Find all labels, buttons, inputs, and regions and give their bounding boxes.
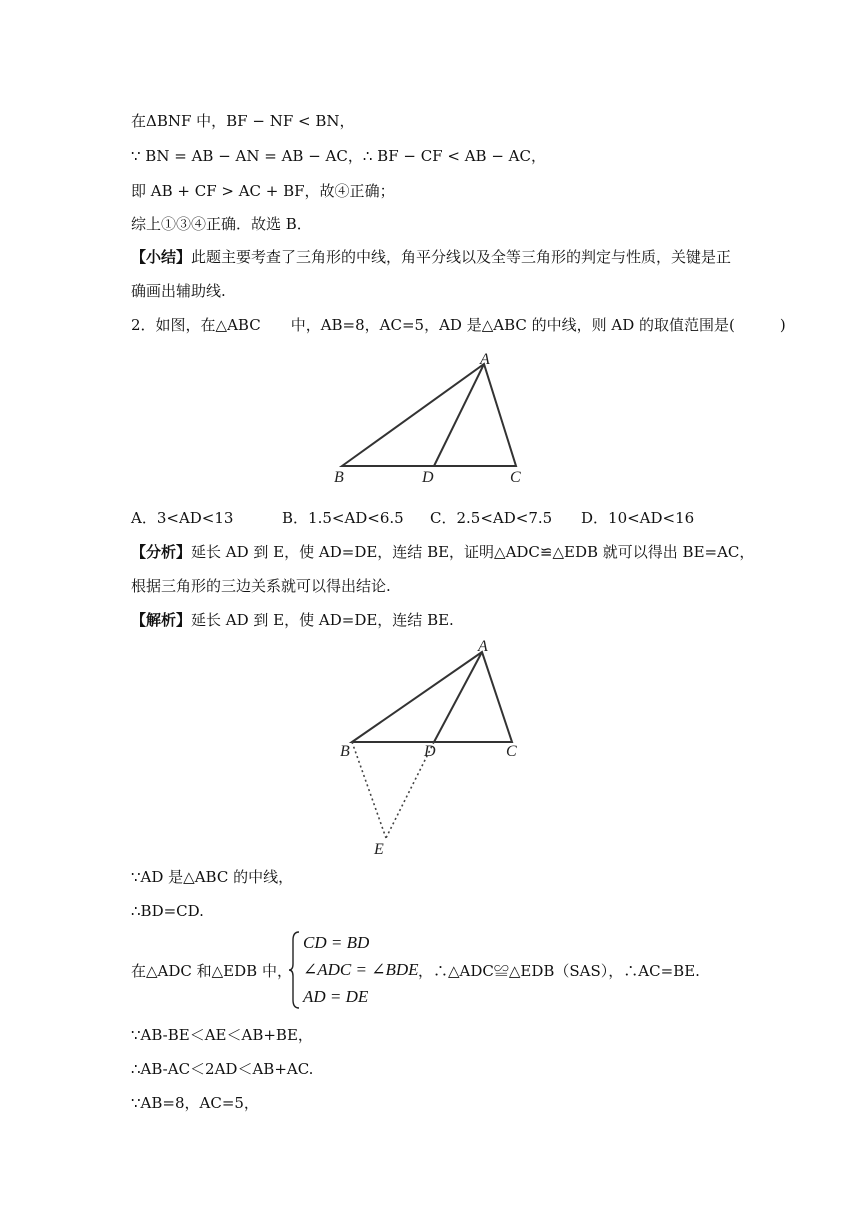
triangle-abc — [352, 652, 512, 742]
analysis-line-2 — [131, 575, 391, 597]
solution-text: 延长 AD 到 E，使 AD=DE，连结 BE. — [191, 611, 454, 629]
median-ad — [434, 364, 484, 466]
solution-line — [131, 609, 454, 631]
step-5 — [131, 1058, 313, 1080]
summary-line-2 — [131, 280, 226, 302]
summary-text: 此题主要考查了三角形的中线，角平分线以及全等三角形的判定与性质，关键是正 — [191, 248, 732, 266]
proof-line-3 — [131, 180, 395, 202]
analysis-tag: 【分析】 — [131, 543, 192, 561]
step-text: ，∴△ADC≌△EDB（SAS），∴AC=BE. — [418, 962, 700, 980]
equation-row-2: ∠ADC = ∠BDE — [303, 960, 419, 979]
brace-icon — [287, 930, 301, 1010]
option-text: A．3<AD<13 — [131, 509, 234, 527]
text-line: 在ΔBNF 中，BF − NF < BN， — [131, 112, 355, 130]
summary-line-1 — [131, 246, 731, 268]
step-text: ∴AB-AC＜2AD＜AB+AC. — [131, 1060, 314, 1078]
equation-row-1: CD = BD — [303, 933, 370, 952]
option-a — [131, 507, 233, 529]
label-c: C — [510, 469, 521, 486]
option-c — [430, 507, 552, 529]
label-a: A — [478, 638, 488, 655]
step-text: ∵AB=8，AC=5， — [131, 1094, 259, 1112]
label-d: D — [424, 743, 436, 760]
triangle-figure-1 — [320, 348, 540, 488]
step-text: ∵AD 是△ABC 的中线， — [131, 868, 294, 886]
analysis-line-1 — [131, 541, 754, 563]
triangle-figure-2 — [330, 636, 540, 861]
step-3-prefix — [131, 960, 292, 982]
text-line: 综上①③④正确．故选 B． — [131, 215, 312, 233]
proof-line-4 — [131, 213, 312, 235]
label-b: B — [334, 469, 344, 486]
label-e: E — [374, 841, 384, 858]
analysis-text: 延长 AD 到 E，使 AD=DE，连结 BE，证明△ADC≌△EDB 就可以得出 BE=AC， — [191, 543, 755, 561]
option-text: B．1.5<AD<6.5 — [282, 509, 404, 527]
text-line: 即 AB + CF > AC + BF，故④正确； — [131, 182, 395, 200]
equation-system — [287, 930, 437, 1010]
solution-tag: 【解析】 — [131, 611, 192, 629]
step-text: ∴BD=CD. — [131, 902, 204, 920]
label-b: B — [340, 743, 350, 760]
label-d: D — [422, 469, 434, 486]
question-text: 2．如图，在△ABC 中，AB=8，AC=5，AD 是△ABC 的中线，则 AD 的取值范围是( ) — [131, 316, 786, 334]
proof-line-1 — [131, 110, 354, 132]
median-ad — [434, 652, 482, 742]
step-4 — [131, 1024, 313, 1046]
step-2 — [131, 900, 204, 922]
step-text: ∵AB-BE＜AE＜AB+BE， — [131, 1026, 313, 1044]
dashed-be — [352, 742, 386, 838]
label-a: A — [480, 351, 490, 368]
summary-tag: 【小结】 — [131, 248, 192, 266]
analysis-text: 根据三角形的三边关系就可以得出结论. — [131, 577, 391, 595]
option-d — [581, 507, 694, 529]
option-text: C．2.5<AD<7.5 — [430, 509, 553, 527]
step-3-suffix — [418, 960, 700, 982]
summary-text: 确画出辅助线. — [131, 282, 226, 300]
step-6 — [131, 1092, 259, 1114]
question-2 — [131, 314, 786, 336]
option-b — [282, 507, 404, 529]
option-text: D．10<AD<16 — [581, 509, 695, 527]
proof-line-2 — [131, 145, 546, 167]
triangle-abc — [342, 364, 516, 466]
text-line: ∵ BN = AB − AN = AB − AC，∴ BF − CF < AB − AC， — [131, 147, 546, 165]
equation-row-3: AD = DE — [303, 987, 369, 1006]
step-1 — [131, 866, 293, 888]
label-c: C — [506, 743, 517, 760]
step-text: 在△ADC 和△EDB 中， — [131, 962, 292, 980]
